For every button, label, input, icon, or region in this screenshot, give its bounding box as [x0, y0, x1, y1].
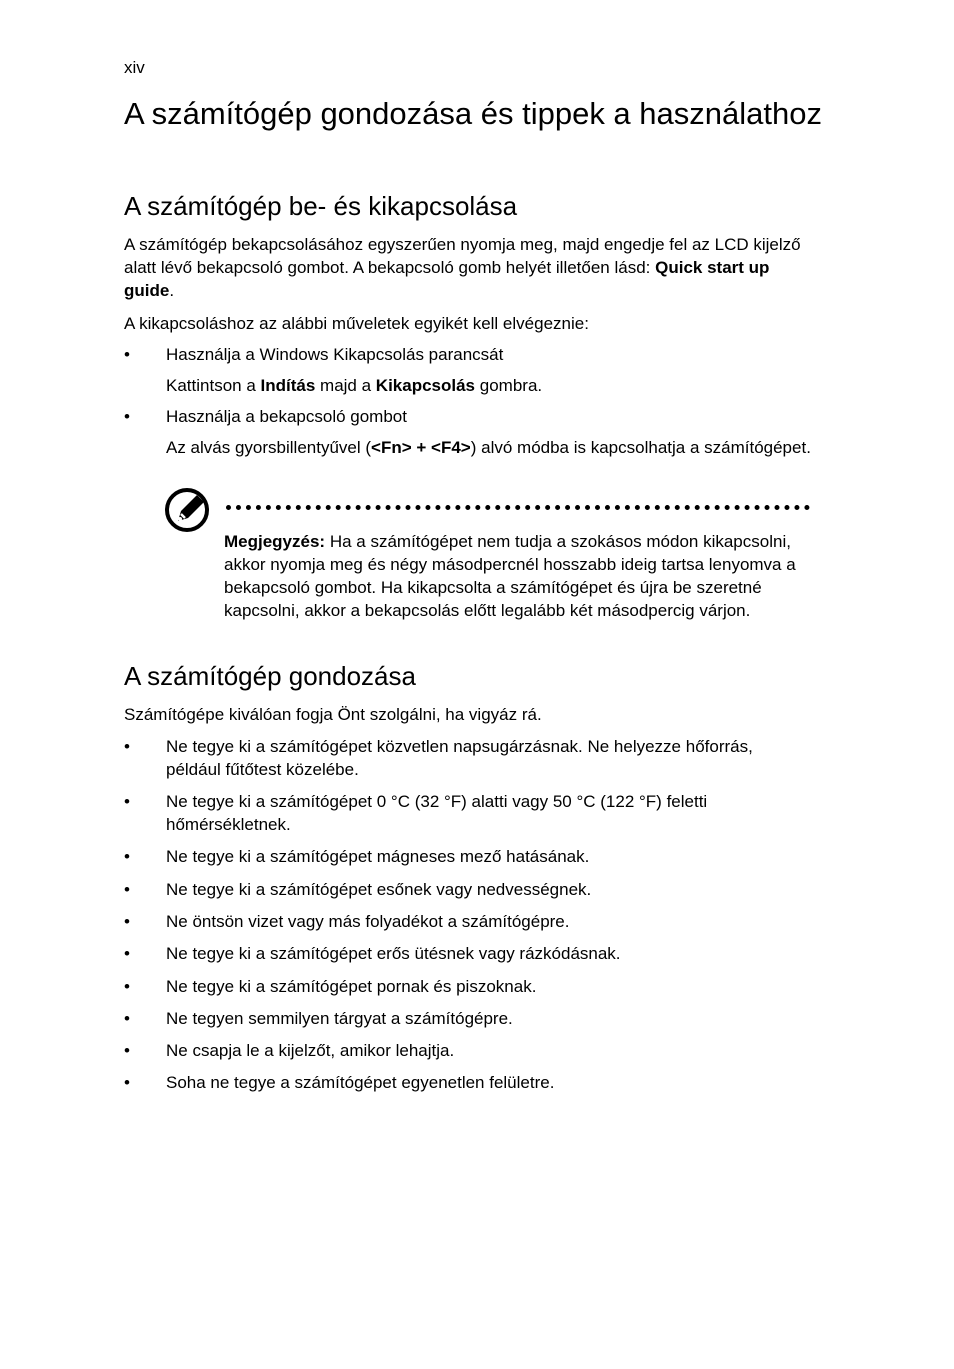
list-item: Ne öntsön vizet vagy más folyadékot a számítógépre.	[166, 912, 570, 931]
list-item: Ne tegye ki a számítógépet esőnek vagy nedvességnek.	[166, 880, 592, 899]
list-item-windows-shutdown-detail: Kattintson a Indítás majd a Kikapcsolás gombra.	[166, 376, 543, 395]
page-number: xiv	[124, 58, 145, 77]
bullet-marker: •	[124, 1009, 130, 1028]
bullet-marker: •	[124, 1041, 130, 1060]
list-item: Ne tegye ki a számítógépet pornak és piszoknak.	[166, 977, 537, 996]
list-item: Soha ne tegye a számítógépet egyenetlen felületre.	[166, 1073, 555, 1092]
quick-start-guide-ref: Quick start up guide	[124, 258, 770, 300]
bullet-marker: •	[124, 847, 130, 866]
power-off-intro: A kikapcsoláshoz az alábbi műveletek egyikét kell elvégeznie:	[124, 314, 589, 333]
section-heading-power: A számítógép be- és kikapcsolása	[124, 191, 518, 221]
list-item: Ne tegye ki a számítógépet 0 °C (32 °F) alatti vagy 50 °C (122 °F) feletti hőmérsékletnek.	[166, 792, 708, 834]
bullet-marker: •	[124, 345, 130, 364]
bullet-marker: •	[124, 1073, 130, 1092]
bullet-marker: •	[124, 407, 130, 426]
list-item: Ne tegye ki a számítógépet közvetlen napsugárzásnak. Ne helyezze hőforrás, például fűtőtest közelébe.	[166, 737, 753, 779]
list-item: Ne tegyen semmilyen tárgyat a számítógépre.	[166, 1009, 513, 1028]
list-item-power-button: Használja a bekapcsoló gombot	[166, 407, 407, 426]
power-on-paragraph: A számítógép bekapcsolásához egyszerűen nyomja meg, majd engedje fel az LCD kijelző alatt lévő bekapcsoló gombot. A bekapcsoló gomb helyét illetően lásd: Quick start up guide.	[124, 235, 801, 300]
bullet-marker: •	[124, 944, 130, 963]
list-item-windows-shutdown: Használja a Windows Kikapcsolás parancsát	[166, 345, 504, 364]
page-title: A számítógép gondozása és tippek a használathoz	[124, 96, 822, 131]
bullet-marker: •	[124, 912, 130, 931]
list-item: Ne tegye ki a számítógépet mágneses mező hatásának.	[166, 847, 590, 866]
note-text: Megjegyzés: Ha a számítógépet nem tudja a szokásos módon kikapcsolni, akkor nyomja meg és négy másodpercnél hosszabb ideig tartsa lenyomva a bekapcsoló gombot. Ha kikapcsolta a számítógépet és újra be szeretné kapcsolni, akkor a bekapcsolás előtt legalább két másodpercig várjon.	[224, 532, 796, 620]
bullet-marker: •	[124, 792, 130, 811]
care-intro: Számítógépe kiválóan fogja Önt szolgálni, ha vigyáz rá.	[124, 705, 542, 724]
list-item-power-button-detail: Az alvás gyorsbillentyűvel (<Fn> + <F4>) alvó módba is kapcsolhatja a számítógépet.	[166, 438, 811, 457]
note-pen-icon	[164, 487, 212, 533]
section-heading-care: A számítógép gondozása	[124, 661, 416, 691]
note-divider	[226, 505, 810, 510]
note-label: Megjegyzés:	[224, 532, 326, 551]
list-item: Ne csapja le a kijelzőt, amikor lehajtja.	[166, 1041, 455, 1060]
bullet-marker: •	[124, 977, 130, 996]
bullet-marker: •	[124, 737, 130, 756]
bullet-marker: •	[124, 880, 130, 899]
list-item: Ne tegye ki a számítógépet erős ütésnek vagy rázkódásnak.	[166, 944, 621, 963]
